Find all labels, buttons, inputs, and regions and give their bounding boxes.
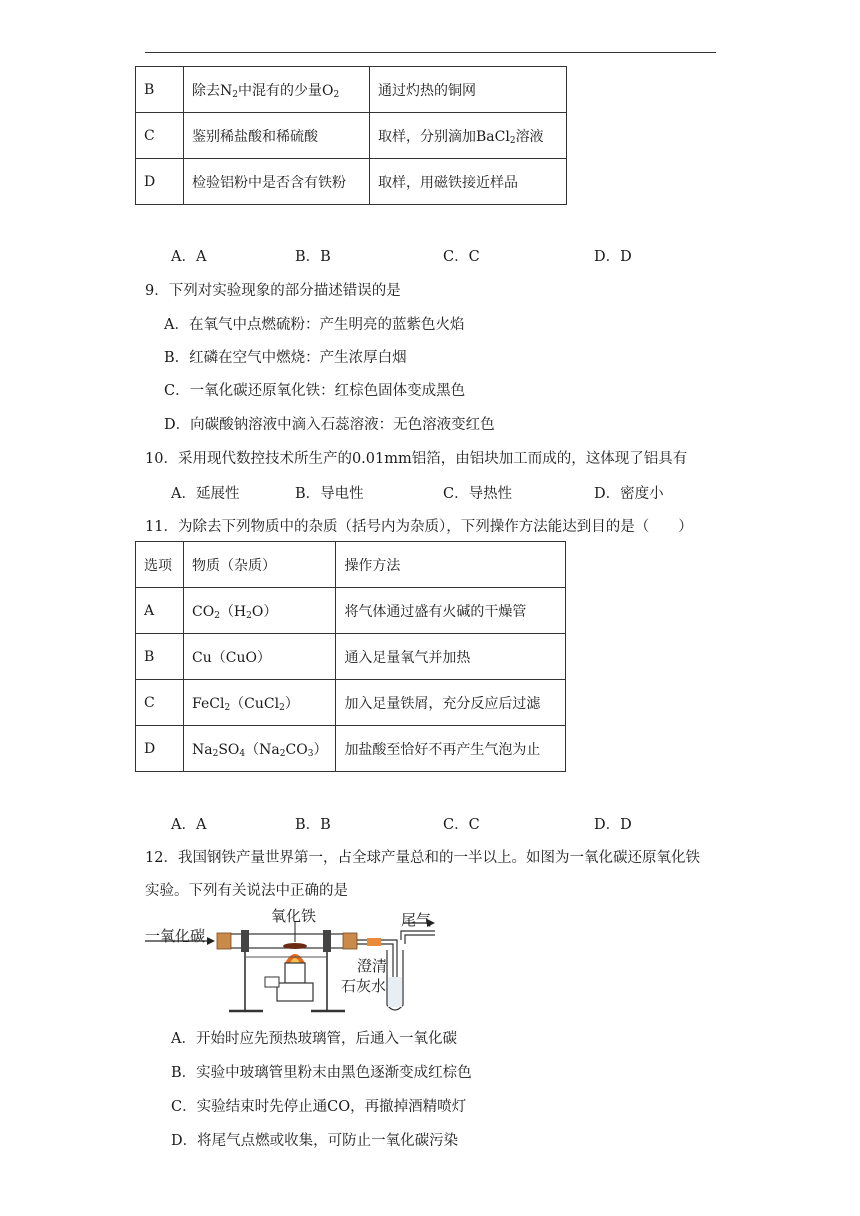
table-cell-substance: Cu（CuO） xyxy=(184,634,336,680)
table-cell-purpose: 检验铝粉中是否含有铁粉 xyxy=(184,159,370,205)
table-row xyxy=(136,113,567,159)
q12-stem-line2: 实验。下列有关说法中正确的是 xyxy=(145,883,348,899)
q10-stem: 10．采用现代数控技术所生产的0.01mm铝箔，由铝块加工而成的，这体现了铝具有 xyxy=(145,451,688,467)
table-header-cell: 物质（杂质） xyxy=(184,542,336,588)
q12-option-c[interactable]: C．实验结束时先停止通CO，再撤掉酒精喷灯 xyxy=(171,1099,467,1115)
q12-option-b[interactable]: B．实验中玻璃管里粉末由黑色逐渐变成红棕色 xyxy=(171,1065,472,1081)
table-cell-label: A xyxy=(136,588,184,634)
table-cell-method: 取样，分别滴加BaCl$_2$溶液 xyxy=(370,113,567,159)
q8-option-a[interactable]: A．A xyxy=(171,249,207,265)
table-cell-label: C xyxy=(136,680,184,726)
q10-option-c[interactable]: C．导热性 xyxy=(443,486,513,502)
figure-label-limewater-2: 石灰水 xyxy=(341,977,387,995)
q9-option-b[interactable]: B．红磷在空气中燃烧：产生浓厚白烟 xyxy=(164,350,407,366)
table-cell-method: 通入足量氧气并加热 xyxy=(336,634,566,680)
table-cell-label: D xyxy=(136,726,184,772)
table-cell-method: 取样，用磁铁接近样品 xyxy=(370,159,567,205)
q11-option-b[interactable]: B．B xyxy=(295,817,331,833)
header-rule xyxy=(145,52,716,53)
q8-option-d[interactable]: D．D xyxy=(594,249,632,265)
table-row xyxy=(136,680,566,726)
q12-option-a[interactable]: A．开始时应先预热玻璃管，后通入一氧化碳 xyxy=(171,1031,457,1047)
co-reduction-apparatus-figure xyxy=(145,905,445,1020)
q8-table xyxy=(135,66,567,205)
q9-option-c[interactable]: C．一氧化碳还原氧化铁：红棕色固体变成黑色 xyxy=(164,383,466,399)
table-header-cell: 操作方法 xyxy=(336,542,566,588)
q9-option-d[interactable]: D．向碳酸钠溶液中滴入石蕊溶液：无色溶液变红色 xyxy=(164,417,495,433)
table-row xyxy=(136,634,566,680)
table-cell-method: 加盐酸至恰好不再产生气泡为止 xyxy=(336,726,566,772)
table-cell-label: D xyxy=(136,159,184,205)
table-cell-method: 加入足量铁屑，充分反应后过滤 xyxy=(336,680,566,726)
q10-option-d[interactable]: D．密度小 xyxy=(594,486,664,502)
q9-option-a[interactable]: A．在氧气中点燃硫粉：产生明亮的蓝紫色火焰 xyxy=(164,317,465,333)
figure-label-tail-gas: 尾气 xyxy=(401,911,432,929)
table-row xyxy=(136,726,566,772)
q10-option-a[interactable]: A．延展性 xyxy=(171,486,240,502)
q12-stem-line1: 12．我国钢铁产量世界第一，占全球产量总和的一半以上。如图为一氧化碳还原氧化铁 xyxy=(145,850,700,866)
q11-option-a[interactable]: A．A xyxy=(171,817,207,833)
q11-table xyxy=(135,541,566,772)
q11-option-d[interactable]: D．D xyxy=(594,817,632,833)
table-header-cell: 选项 xyxy=(136,542,184,588)
table-cell-substance: $CO_2(H_2O)$ xyxy=(184,588,336,634)
table-header-row xyxy=(136,542,566,588)
figure-label-limewater-1: 澄清 xyxy=(357,957,388,975)
table-cell-purpose: 鉴别稀盐酸和稀硫酸 xyxy=(184,113,370,159)
q11-stem: 11．为除去下列物质中的杂质（括号内为杂质），下列操作方法能达到目的是（ ） xyxy=(145,519,693,535)
table-row xyxy=(136,67,567,113)
table-cell-substance: $Na_2SO_4(Na_2CO_3)$ xyxy=(184,726,336,772)
table-cell-method: 通过灼热的铜网 xyxy=(370,67,567,113)
figure-label-iron-oxide: 氧化铁 xyxy=(271,907,317,925)
table-cell-label: B xyxy=(136,634,184,680)
table-cell-substance: FeCl$_2$（CuCl$_2$） xyxy=(184,680,336,726)
q8-option-c[interactable]: C．C xyxy=(443,249,480,265)
table-cell-purpose: 除去$N_2$中混有的少量$O_2$ xyxy=(184,67,370,113)
q11-option-c[interactable]: C．C xyxy=(443,817,480,833)
q8-option-b[interactable]: B．B xyxy=(295,249,331,265)
table-cell-label: C xyxy=(136,113,184,159)
table-cell-label: B xyxy=(136,67,184,113)
table-row xyxy=(136,159,567,205)
q10-option-b[interactable]: B．导电性 xyxy=(295,486,364,502)
figure-label-co: 一氧化碳 xyxy=(145,927,206,945)
q12-option-d[interactable]: D．将尾气点燃或收集，可防止一氧化碳污染 xyxy=(171,1133,459,1149)
table-cell-method: 将气体通过盛有火碱的干燥管 xyxy=(336,588,566,634)
q9-stem: 9．下列对实验现象的部分描述错误的是 xyxy=(145,283,401,299)
table-row xyxy=(136,588,566,634)
